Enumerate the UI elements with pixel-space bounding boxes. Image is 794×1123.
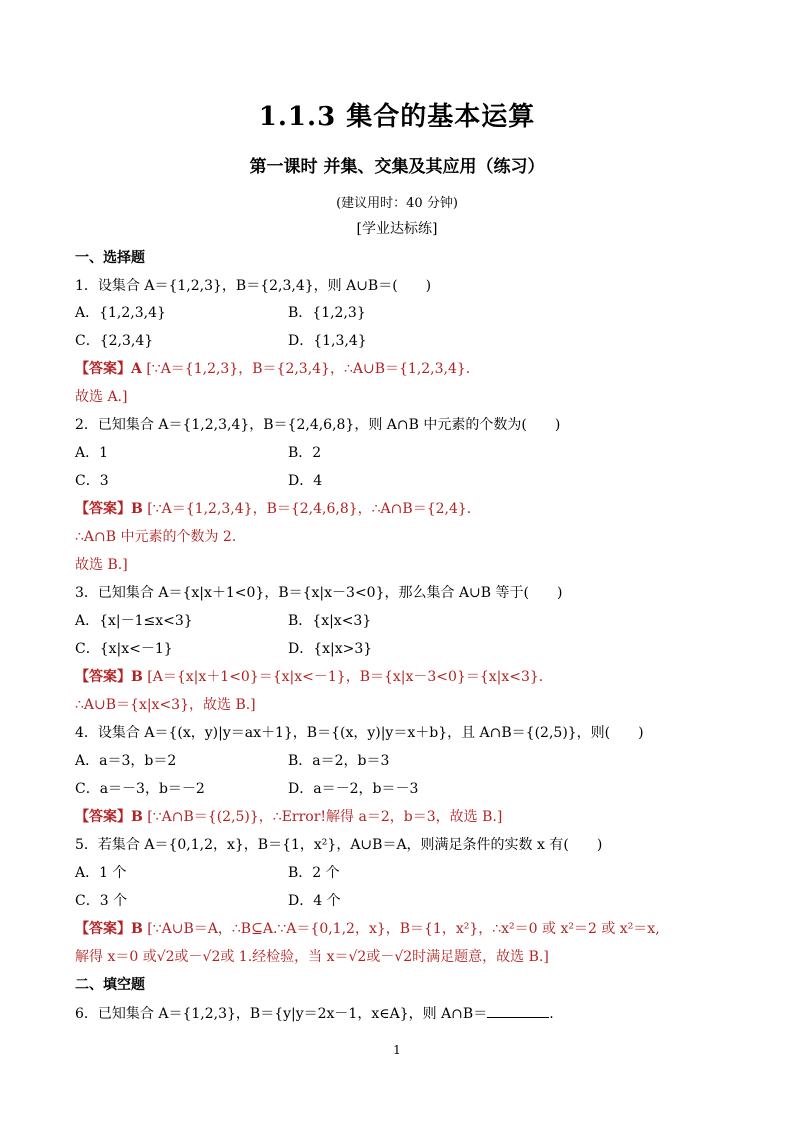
section-heading-choice: 一、选择题 [75, 250, 145, 266]
answer-blank[interactable] [487, 1003, 549, 1018]
question-2-option-b: B．2 [288, 445, 322, 461]
question-1-answer [75, 359, 480, 379]
question-1-option-b: B．{1,2,3} [288, 305, 366, 321]
question-3-option-b: B．{x|x<3} [288, 613, 372, 629]
lesson-subtitle: 第一课时 并集、交集及其应用（练习） [249, 157, 545, 177]
question-5-answer-cont: 解得 x＝0 或√2或－√2或 1.经检验，当 x＝√2或－√2时满足题意，故选 B.] [75, 949, 549, 965]
question-6-end: . [549, 1006, 554, 1022]
answer-label: 【答案】A [75, 361, 142, 377]
question-6-stem: 6．已知集合 A＝{1,2,3}，B＝{y|y＝2x－1，x∈A}，则 A∩B＝ [75, 1006, 488, 1022]
answer-text: [A＝{x|x＋1<0}＝{x|x<－1}，B＝{x|x－3<0}＝{x|x<3}． [147, 669, 553, 685]
section-heading-fill: 二、填空题 [75, 977, 145, 993]
question-2-answer-cont: 故选 B.] [75, 557, 128, 573]
question-5-option-d: D．4 个 [288, 893, 341, 909]
question-6 [75, 1003, 554, 1024]
question-4-stem: 4．设集合 A＝{(x，y)|y＝ax＋1}，B＝{(x，y)|y＝x＋b}，且 A∩B＝{(2,5)}，则( ) [75, 725, 644, 741]
question-3-option-c: C．{x|x<－1} [75, 641, 173, 657]
question-3-answer [75, 667, 553, 687]
question-2-option-a: A．1 [75, 445, 109, 461]
question-5-stem: 5．若集合 A＝{0,1,2，x}，B＝{1，x²}，A∪B＝A，则满足条件的实数 x 有( ) [75, 837, 603, 853]
question-2-answer-cont: ∴A∩B 中元素的个数为 2. [75, 529, 237, 545]
answer-label: 【答案】B [75, 809, 143, 825]
answer-text: [∵A＝{1,2,3,4}，B＝{2,4,6,8}，∴A∩B＝{2,4}． [147, 501, 481, 517]
question-1-option-a: A．{1,2,3,4} [75, 305, 166, 321]
time-suggestion: (建议用时：40 分钟) [336, 196, 458, 211]
question-5-answer [75, 919, 660, 939]
question-4-answer [75, 807, 502, 827]
question-3-stem: 3．已知集合 A＝{x|x＋1<0}，B＝{x|x－3<0}，那么集合 A∪B 等于( ) [75, 585, 563, 601]
question-5-option-c: C．3 个 [75, 893, 128, 909]
question-1-option-c: C．{2,3,4} [75, 333, 154, 349]
question-1-stem: 1．设集合 A＝{1,2,3}，B＝{2,3,4}，则 A∪B＝( ) [75, 278, 432, 294]
question-2-stem: 2．已知集合 A＝{1,2,3,4}，B＝{2,4,6,8}，则 A∩B 中元素的个数为( ) [75, 417, 561, 433]
question-4-option-c: C．a＝－3，b＝－2 [75, 781, 205, 797]
level-tag: [学业达标练] [356, 221, 438, 237]
question-4-option-d: D．a＝－2，b＝－3 [288, 781, 419, 797]
answer-text: [∵A＝{1,2,3}，B＝{2,3,4}，∴A∪B＝{1,2,3,4}． [146, 361, 480, 377]
page-title: 1.1.3 集合的基本运算 [258, 102, 536, 132]
answer-text: [∵A∪B＝A，∴B⊆A.∵A＝{0,1,2，x}，B＝{1，x²}，∴x²＝0 或 x²＝2 或 x²＝x, [147, 921, 660, 937]
question-2-answer [75, 499, 481, 519]
answer-label: 【答案】B [75, 669, 143, 685]
answer-label: 【答案】B [75, 501, 143, 517]
question-1-option-d: D．{1,3,4} [288, 333, 367, 349]
question-2-option-c: C．3 [75, 473, 109, 489]
question-5-option-a: A．1 个 [75, 865, 127, 881]
answer-text: [∵A∩B＝{(2,5)}，∴Error!解得 a＝2，b＝3，故选 B.] [147, 809, 503, 825]
question-1-answer-cont: 故选 A.] [75, 389, 128, 405]
question-3-option-a: A．{x|－1≤x<3} [75, 613, 193, 629]
question-4-option-b: B．a＝2，b＝3 [288, 753, 390, 769]
question-5-option-b: B．2 个 [288, 865, 340, 881]
question-3-answer-cont: ∴A∪B＝{x|x<3}，故选 B.] [75, 697, 256, 713]
answer-label: 【答案】B [75, 921, 143, 937]
question-2-option-d: D．4 [288, 473, 323, 489]
question-3-option-d: D．{x|x>3} [288, 641, 373, 657]
question-4-option-a: A．a＝3，b＝2 [75, 753, 177, 769]
page-number: 1 [393, 1043, 401, 1057]
